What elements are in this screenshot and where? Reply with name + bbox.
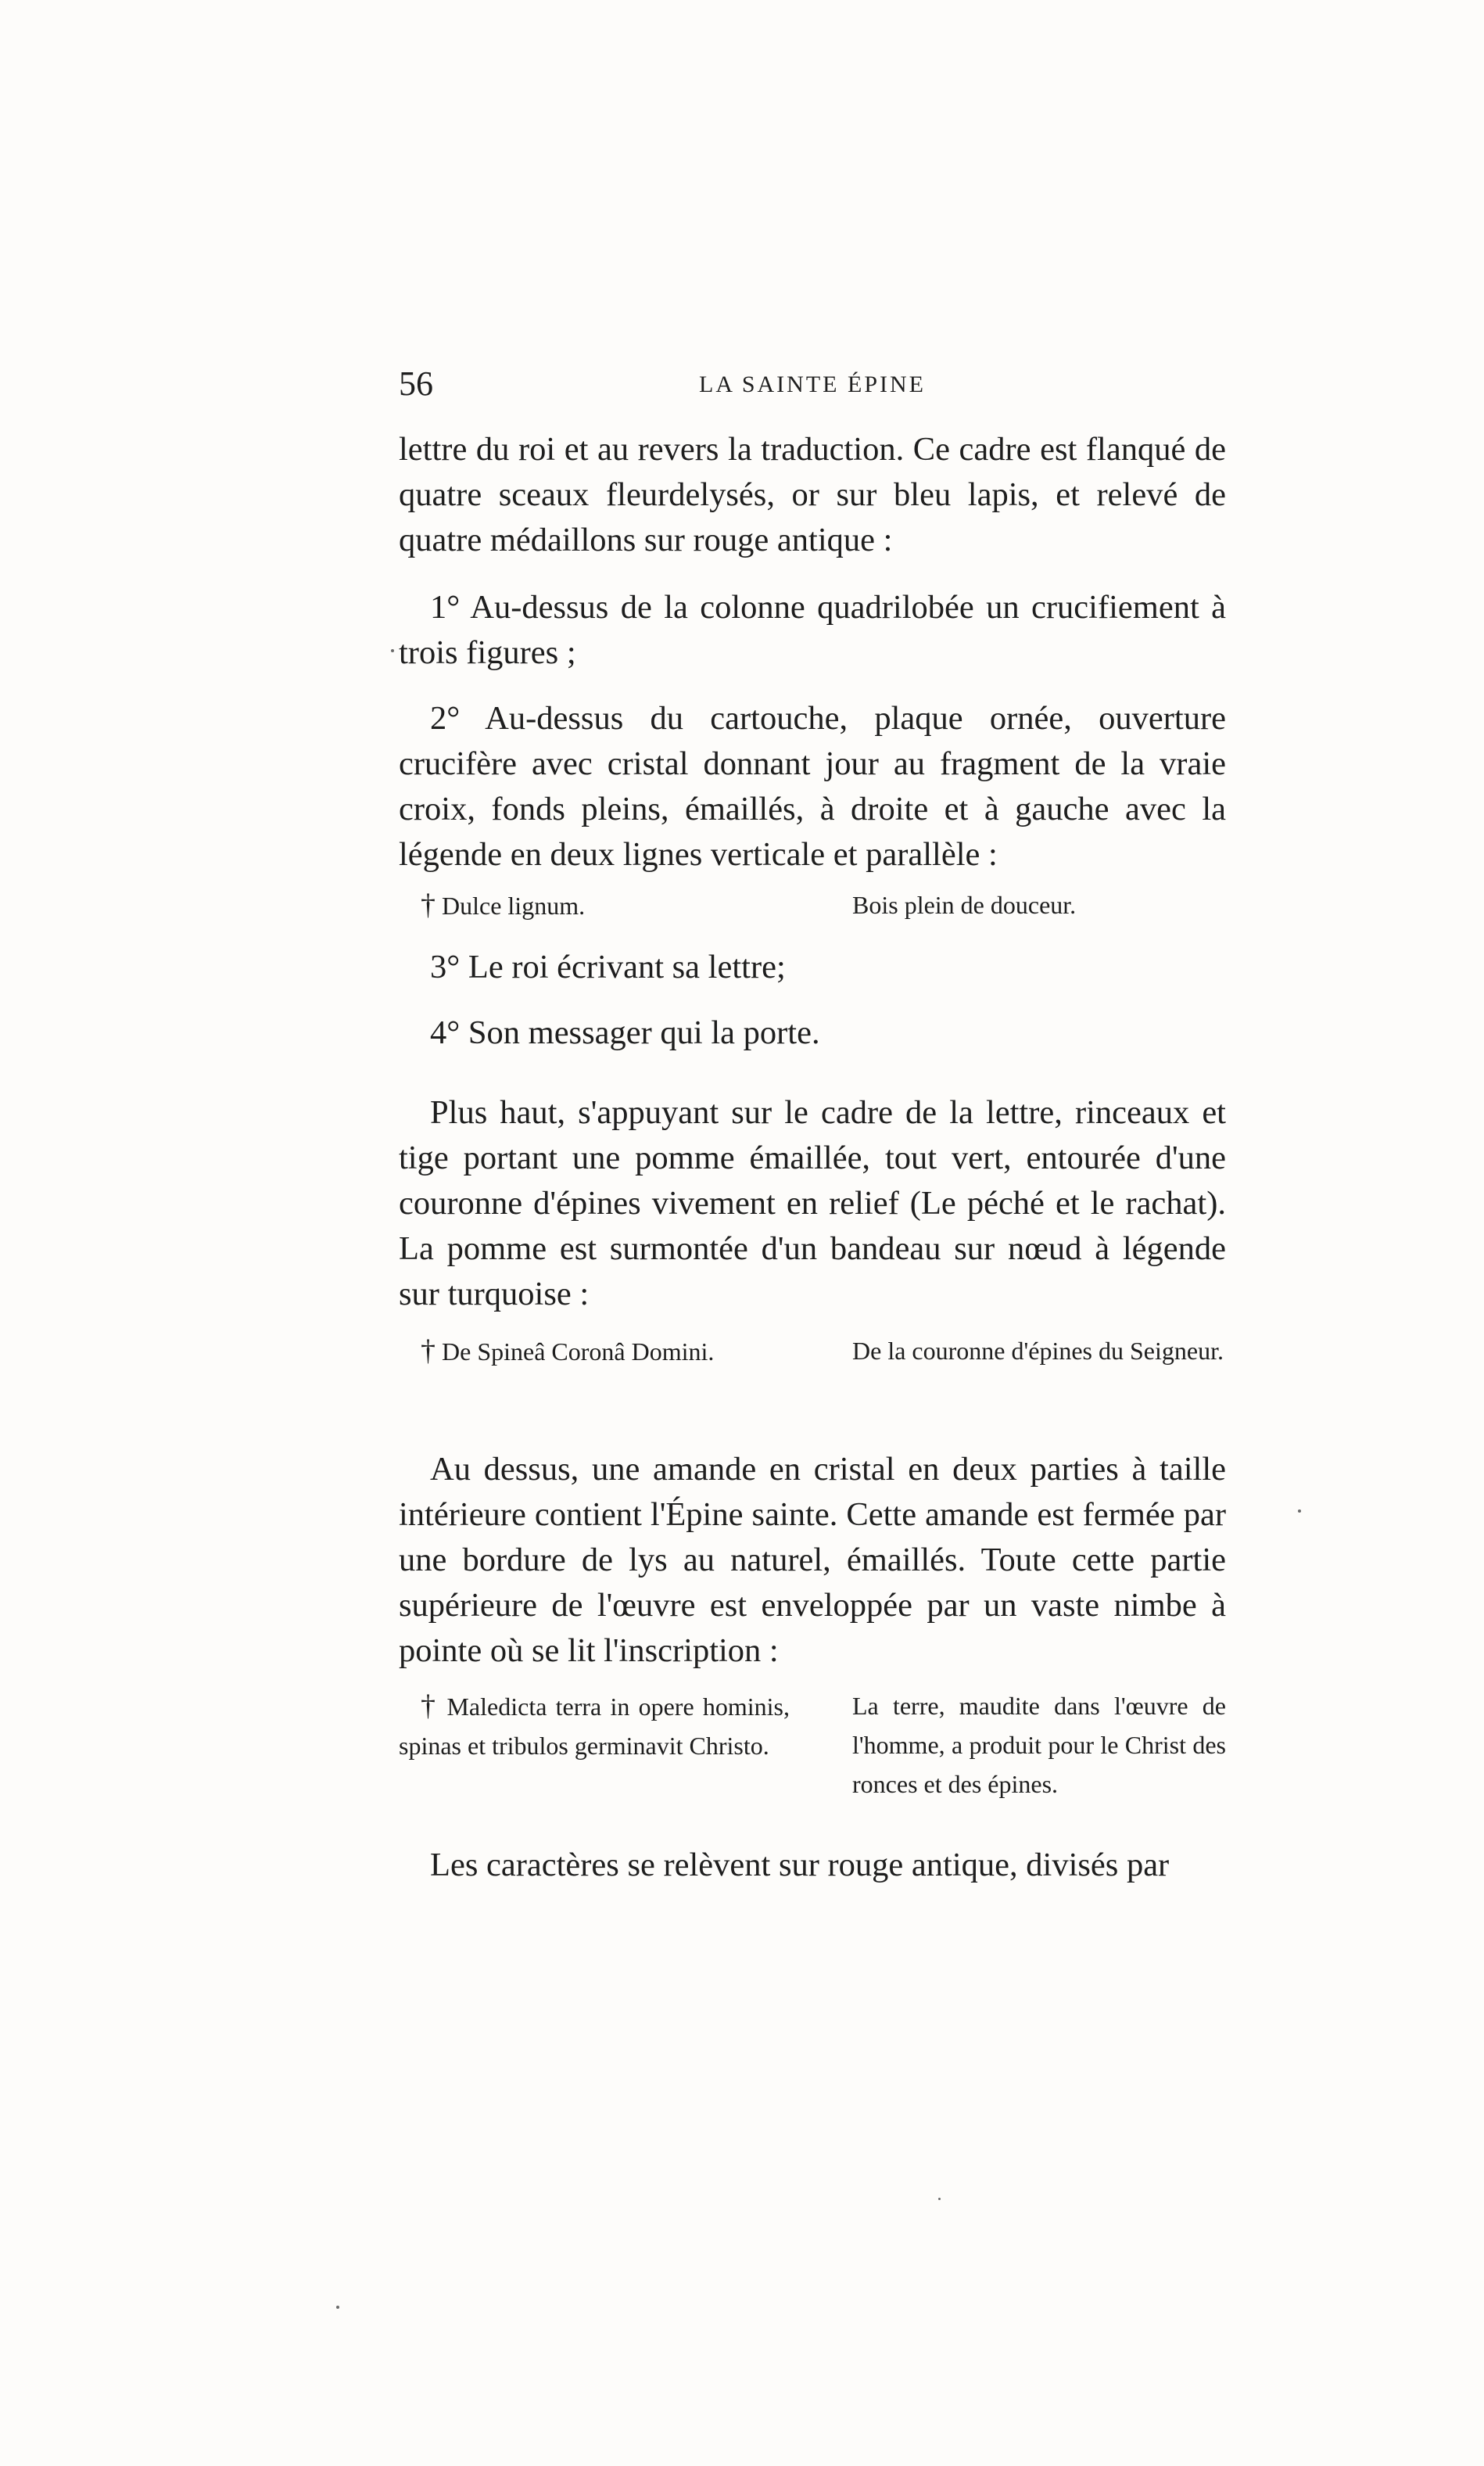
legend-2-latin: De Spineâ Coronâ Domini. (442, 1337, 715, 1366)
paragraph-6: Plus haut, s'appuyant sur le cadre de la lettre, rinceaux et tige portant une pomme émaillée, tout vert, entourée d'une couronne d'épines vivement en relief (Le péché et le rachat). La pomme est surmontée d'un bandeau sur nœud à légende sur turquoise : (399, 1094, 1226, 1312)
paragraph-3-block (399, 696, 1226, 878)
paragraph-1-block (399, 427, 1226, 563)
cross-symbol: † (421, 1334, 436, 1367)
paragraph-6-block (399, 1090, 1226, 1317)
legend-2-french-col (826, 1331, 1226, 1371)
legend-3-french: La terre, maudite dans l'œuvre de l'homme, a produit pour le Christ des ronces et des épines. (852, 1692, 1226, 1798)
legend-1-french-col (826, 885, 1226, 925)
paragraph-7: Au dessus, une amande en cristal en deux parties à taille intérieure contient l'Épine sainte. Cette amande est fermée par une bordure de lys au naturel, émaillés. Toute cette partie supérieure de l'œuvre est enveloppée par un vaste nimbe à pointe où se lit l'inscription : (399, 1451, 1226, 1669)
paragraph-4-block (399, 945, 1226, 990)
legend-3-latin: Maledicta terra in opere hominis, spinas et tribulos germinavit Christo. (399, 1692, 790, 1760)
legend-3-french-col (826, 1686, 1226, 1804)
legend-3-latin-col (399, 1686, 790, 1804)
legend-3 (399, 1686, 1226, 1804)
cross-symbol: † (421, 888, 436, 921)
paper-speck (336, 2306, 339, 2309)
paragraph-4: 3° Le roi écrivant sa lettre; (430, 949, 786, 985)
page-header (399, 364, 1226, 411)
paragraph-2: 1° Au-dessus de la colonne quadrilobée un crucifiement à trois figures ; (399, 589, 1226, 671)
cross-symbol: † (421, 1689, 439, 1722)
legend-1-latin: Dulce lignum. (442, 892, 586, 920)
paragraph-5-block (399, 1010, 1226, 1056)
paper-speck (1298, 1509, 1301, 1513)
paper-speck (391, 649, 394, 652)
legend-2 (399, 1331, 1226, 1371)
legend-1 (399, 885, 1226, 925)
legend-1-latin-col (399, 885, 790, 925)
legend-1-french: Bois plein de douceur. (852, 891, 1077, 919)
paragraph-7-block (399, 1447, 1226, 1674)
paragraph-1: lettre du roi et au revers la traduction. Ce cadre est flanqué de quatre sceaux fleurdelysés, or sur bleu lapis, et relevé de quatre médaillons sur rouge antique : (399, 431, 1226, 558)
paragraph-2-block (399, 585, 1226, 676)
paragraph-8: Les caractères se relèvent sur rouge antique, divisés par (430, 1847, 1170, 1883)
paragraph-8-block (399, 1843, 1226, 1888)
legend-2-french: De la couronne d'épines du Seigneur. (852, 1337, 1224, 1365)
paragraph-5: 4° Son messager qui la porte. (430, 1014, 820, 1051)
page-number: 56 (399, 364, 433, 403)
paper-speck (938, 2198, 941, 2200)
paragraph-3: 2° Au-dessus du cartouche, plaque ornée, ouverture crucifère avec cristal donnant jour au fragment de la vraie croix, fonds pleins, émaillés, à droite et à gauche avec la légende en deux lignes verticale et parallèle : (399, 700, 1226, 873)
running-title: LA SAINTE ÉPINE (699, 372, 926, 397)
legend-2-latin-col (399, 1331, 790, 1371)
